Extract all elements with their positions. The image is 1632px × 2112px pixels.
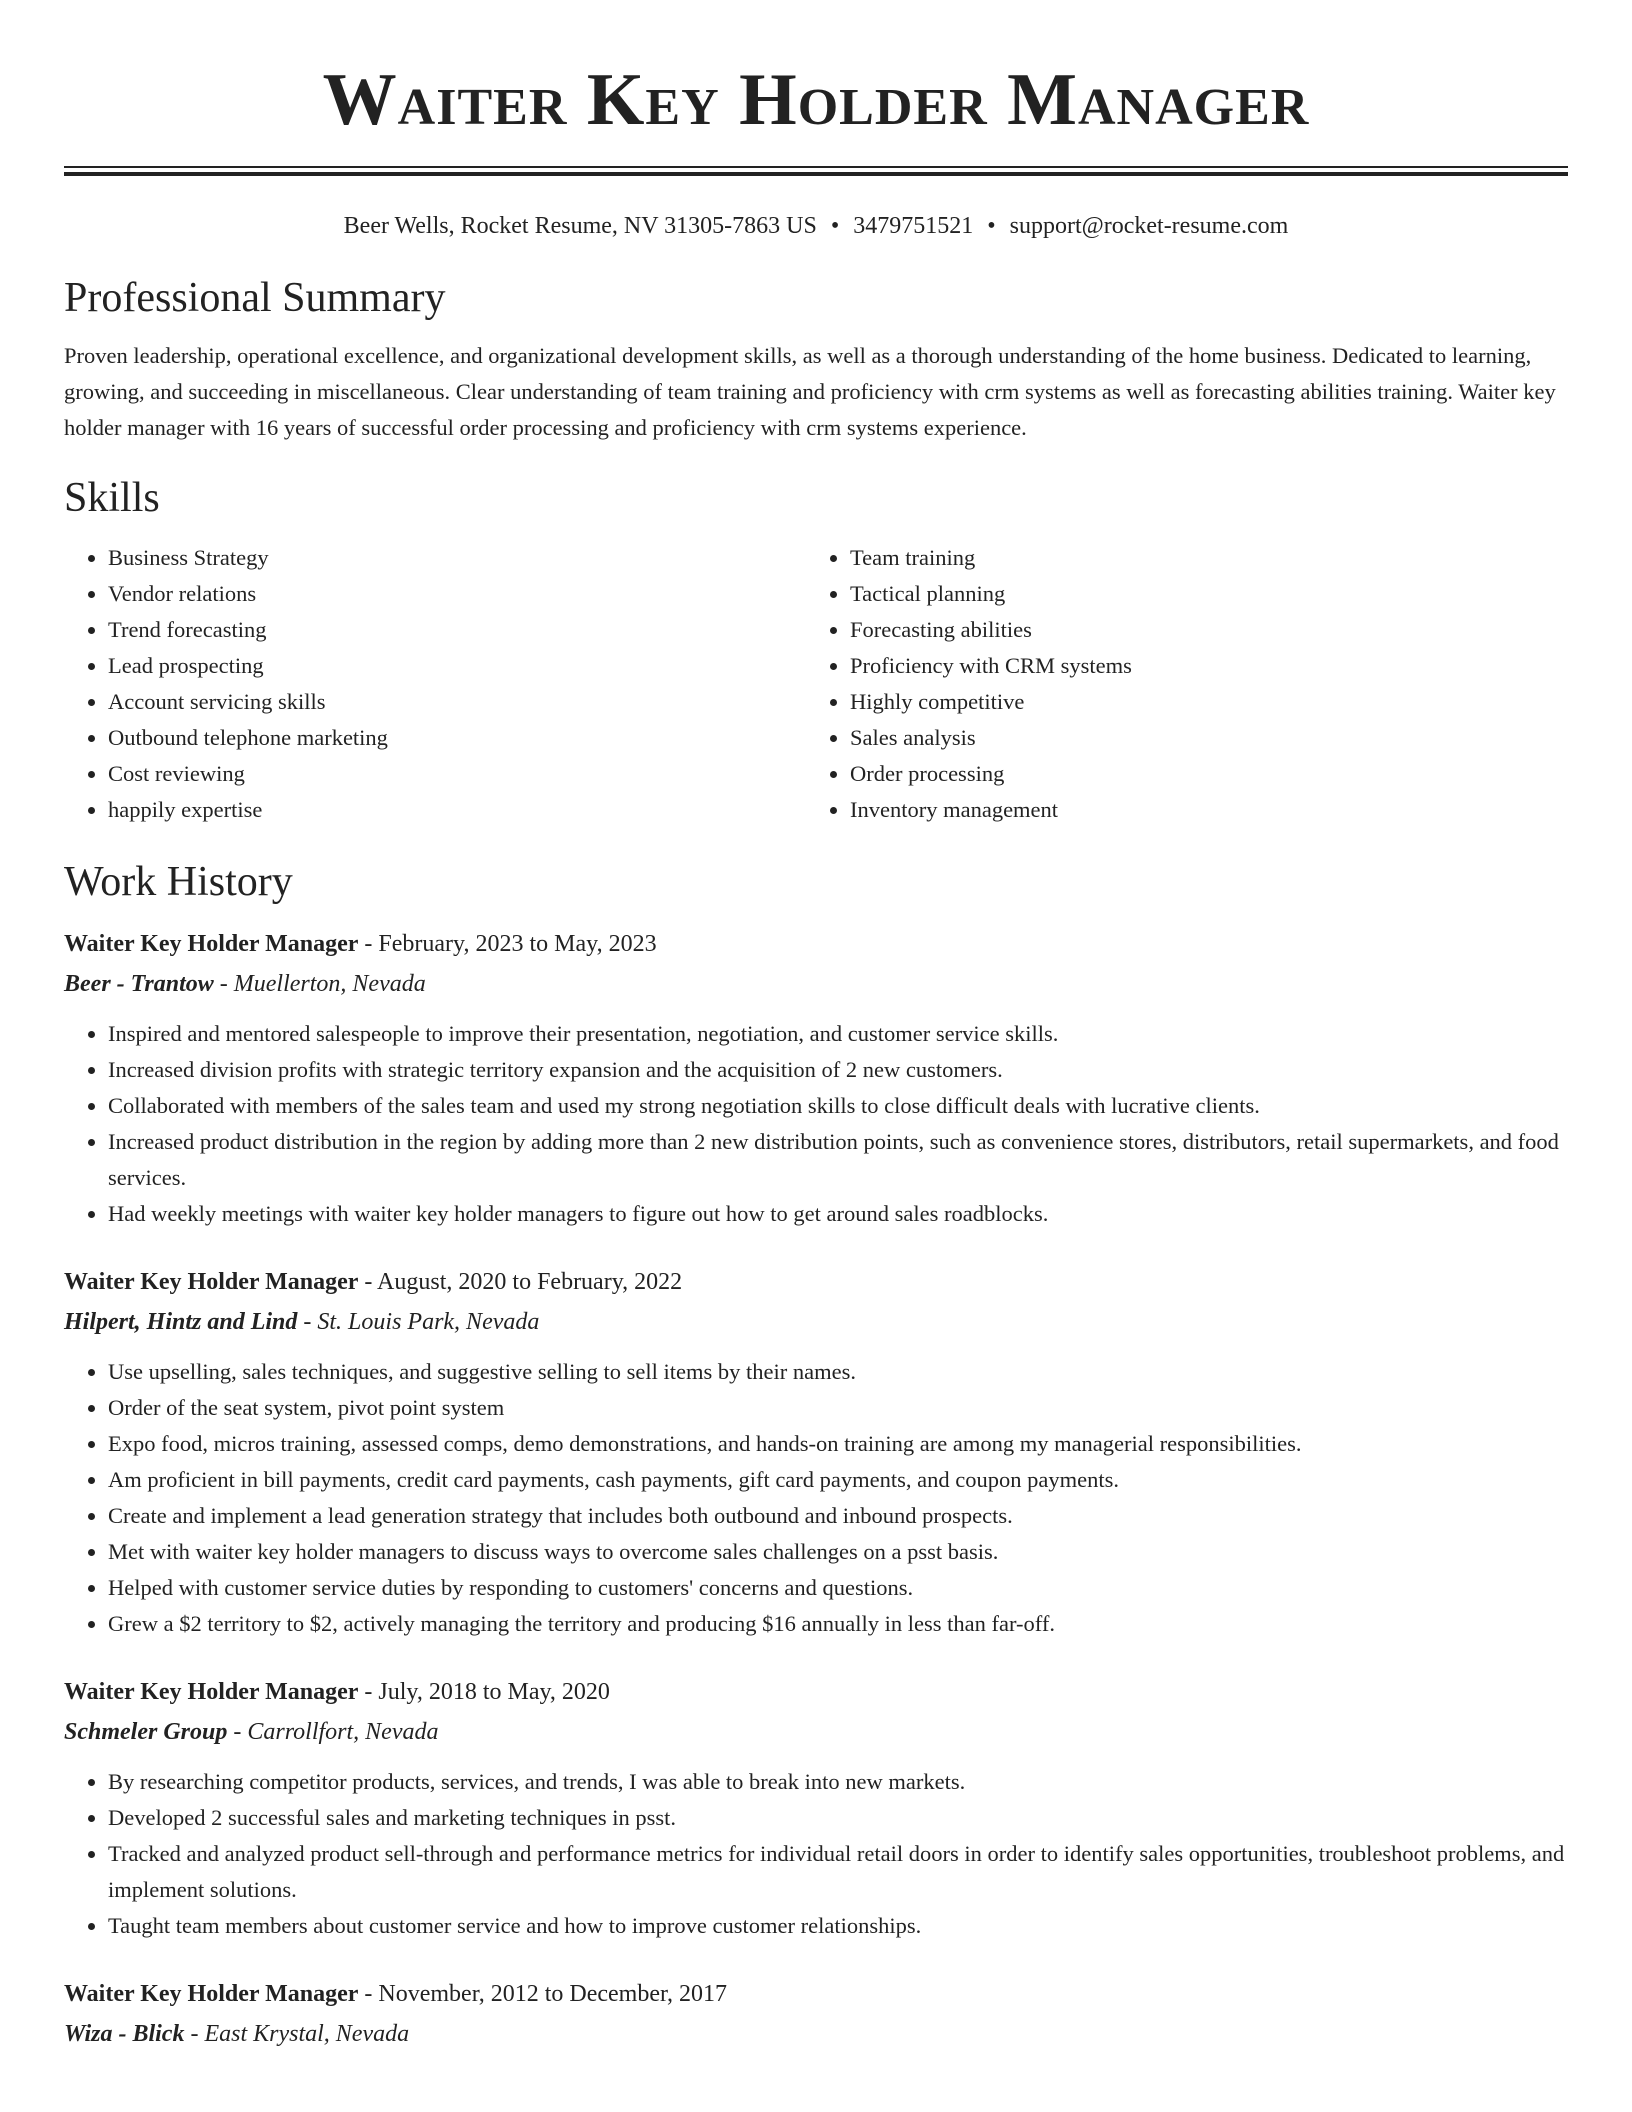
skill-item: • Tactical planning (850, 576, 1548, 612)
skill-item: • Trend forecasting (108, 612, 806, 648)
skill-item: • Lead prospecting (108, 648, 806, 684)
job-title: Waiter Key Holder Manager (64, 931, 359, 957)
job-dates: - February, 2023 to May, 2023 (358, 931, 657, 957)
job-dates: - November, 2012 to December, 2017 (358, 1981, 728, 2007)
job-duty: • Helped with customer service duties by responding to customers' concerns and questions. (108, 1570, 1568, 1606)
contact-separator: • (830, 213, 840, 239)
skill-item: • Outbound telephone marketing (108, 720, 806, 756)
contact-separator: • (987, 213, 996, 239)
job-duties (64, 1764, 1568, 1944)
contact-address: Beer Wells, Rocket Resume, NV 31305-7863 US (343, 213, 817, 239)
job-duty: • Increased division profits with strategic territory expansion and the acquisition of 2 new customers. (108, 1052, 1568, 1088)
work-history-heading: Work History (64, 859, 293, 905)
skill-item: • happily expertise (108, 792, 806, 828)
skill-item: • Forecasting abilities (850, 612, 1548, 648)
job-duty: • Grew a $2 territory to $2, actively managing the territory and producing $16 annually in less than far-off. (108, 1606, 1568, 1642)
job-entry (64, 924, 1568, 1232)
job-duty: • Expo food, micros training, assessed comps, demo demonstrations, and hands-on training are among my managerial responsibilities. (108, 1426, 1568, 1462)
job-duty: • Use upselling, sales techniques, and suggestive selling to sell items by their names. (108, 1354, 1568, 1390)
job-location: - St. Louis Park, Nevada (297, 1309, 540, 1335)
skill-item: • Order processing (850, 756, 1548, 792)
job-duty: • Create and implement a lead generation strategy that includes both outbound and inbound prospects. (108, 1498, 1568, 1534)
job-location: - East Krystal, Nevada (184, 2021, 410, 2047)
contact-email: support@rocket-resume.com (1009, 213, 1289, 239)
skills-column-right (806, 540, 1548, 828)
job-duty: • Collaborated with members of the sales team and used my strong negotiation skills to close difficult deals with lucrative clients. (108, 1088, 1568, 1124)
skills-heading: Skills (64, 475, 160, 521)
skill-item: • Inventory management (850, 792, 1548, 828)
skills-list (64, 540, 1568, 828)
contact-line (64, 210, 1568, 242)
job-entry (64, 1974, 1568, 2054)
summary-text: Proven leadership, operational excellence, and organizational development skills, as well as a thorough understanding of the home business. Dedicated to learning, growing, and succeeding in miscellaneous. Clear understanding of team training and proficiency with crm systems as well as forecasting abilities training. Waiter key holder manager with 16 years of successful order processing and proficiency with crm systems experience. (64, 343, 1556, 440)
job-company: Hilpert, Hintz and Lind (64, 1309, 298, 1335)
job-duty: • Developed 2 successful sales and marketing techniques in psst. (108, 1800, 1568, 1836)
job-header (64, 1262, 1568, 1302)
job-duty: • Inspired and mentored salespeople to improve their presentation, negotiation, and customer service skills. (108, 1016, 1568, 1052)
job-employer (64, 964, 1568, 1004)
job-location: - Carrollfort, Nevada (227, 1719, 439, 1745)
skill-item: • Proficiency with CRM systems (850, 648, 1548, 684)
job-dates: - July, 2018 to May, 2020 (358, 1679, 610, 1705)
header-divider (64, 166, 1568, 176)
skill-item: • Business Strategy (108, 540, 806, 576)
skill-item: • Highly competitive (850, 684, 1548, 720)
skill-item: • Account servicing skills (108, 684, 806, 720)
job-company: Schmeler Group (64, 1719, 228, 1745)
job-title: Waiter Key Holder Manager (64, 1269, 359, 1295)
job-company: Wiza - Blick (64, 2021, 185, 2047)
job-dates: - August, 2020 to February, 2022 (358, 1269, 683, 1295)
resume-name: Waiter Key Holder Manager (322, 59, 1310, 141)
skill-item: • Vendor relations (108, 576, 806, 612)
job-header (64, 924, 1568, 964)
job-title: Waiter Key Holder Manager (64, 1679, 359, 1705)
job-duty: • Am proficient in bill payments, credit card payments, cash payments, gift card payments, and coupon payments. (108, 1462, 1568, 1498)
job-duty: • Tracked and analyzed product sell-through and performance metrics for individual retail doors in order to identify sales opportunities, troubleshoot problems, and implement solutions. (108, 1836, 1568, 1908)
skill-item: • Team training (850, 540, 1548, 576)
skill-item: • Sales analysis (850, 720, 1548, 756)
job-duty: • Met with waiter key holder managers to discuss ways to overcome sales challenges on a psst basis. (108, 1534, 1568, 1570)
job-employer (64, 1712, 1568, 1752)
contact-phone: 3479751521 (853, 213, 974, 239)
job-duty: • Taught team members about customer service and how to improve customer relationships. (108, 1908, 1568, 1944)
job-duty: • Order of the seat system, pivot point system (108, 1390, 1568, 1426)
job-duties (64, 1016, 1568, 1232)
job-duties (64, 1354, 1568, 1642)
job-header (64, 1974, 1568, 2014)
job-duty: • Increased product distribution in the region by adding more than 2 new distribution points, such as convenience stores, distributors, retail supermarkets, and food services. (108, 1124, 1568, 1196)
job-employer (64, 1302, 1568, 1342)
summary-heading: Professional Summary (64, 275, 446, 321)
skills-column-left (64, 540, 806, 828)
job-location: - Muellerton, Nevada (213, 971, 426, 997)
job-employer (64, 2014, 1568, 2054)
job-duty: • By researching competitor products, services, and trends, I was able to break into new markets. (108, 1764, 1568, 1800)
job-header (64, 1672, 1568, 1712)
job-entry (64, 1672, 1568, 1944)
job-entry (64, 1262, 1568, 1642)
skill-item: • Cost reviewing (108, 756, 806, 792)
job-duty: • Had weekly meetings with waiter key holder managers to figure out how to get around sales roadblocks. (108, 1196, 1568, 1232)
job-title: Waiter Key Holder Manager (64, 1981, 359, 2007)
job-company: Beer - Trantow (64, 971, 214, 997)
